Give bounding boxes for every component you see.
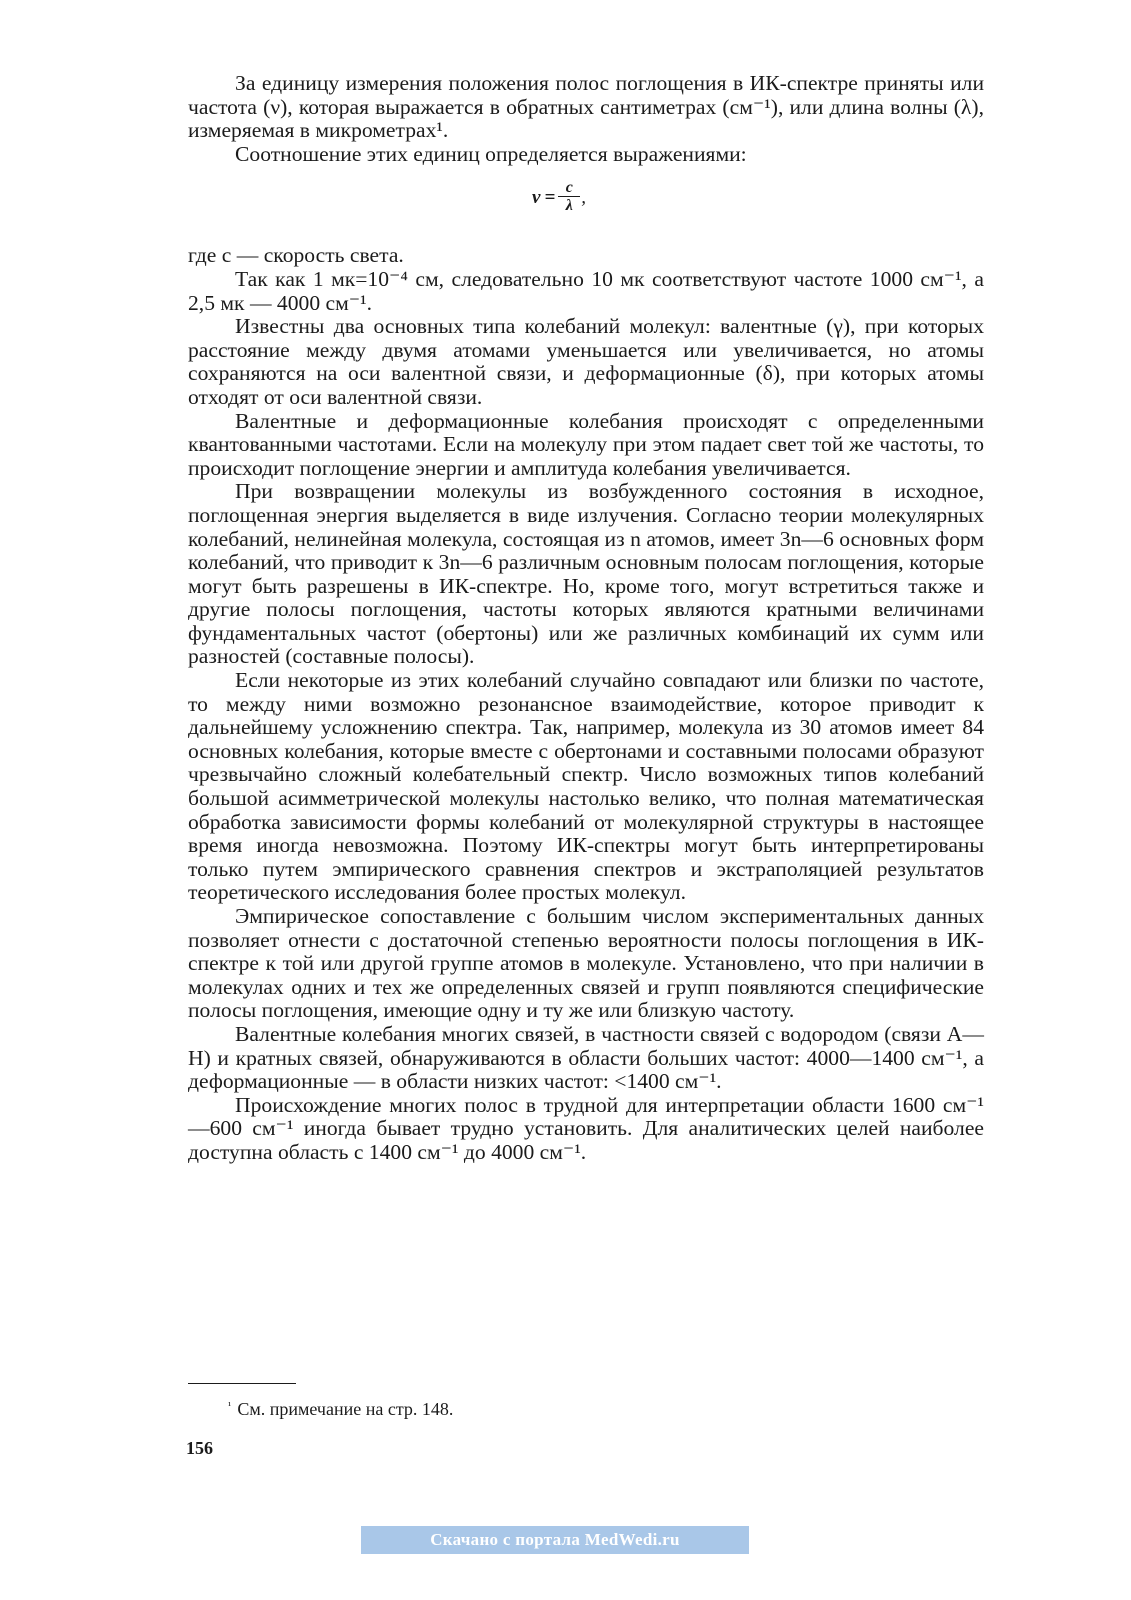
paragraph-regions: Валентные колебания многих связей, в частности связей с водородом (связи A—H) и кратных связей, обнаруживаются в области больших частот: 4000—1400 см⁻¹, а деформационные — в области низких частот: <1400 см⁻¹.: [188, 1021, 984, 1094]
formula-fraction: [558, 180, 580, 215]
footnote-rule: [188, 1383, 296, 1384]
footnote-text: См. примечание на стр. 148.: [237, 1399, 454, 1419]
paragraph-units: За единицу измерения положения полос поглощения в ИК-спектре приняты или частота (ν), которая выражается в обратных сантиметрах (см⁻¹), или длина волны (λ), измеряемая в микрометрах¹.: [188, 71, 984, 143]
download-banner[interactable]: [361, 1526, 749, 1554]
footnote-mark: ¹: [228, 1400, 232, 1412]
page-body: [188, 72, 984, 1165]
formula-denominator: λ: [565, 197, 573, 215]
paragraph-conversion: Так как 1 мк=10⁻⁴ см, следовательно 10 мк соответствуют частоте 1000 см⁻¹, а 2,5 мк — 4000 см⁻¹.: [188, 266, 984, 315]
formula-comma: ,: [581, 186, 587, 208]
paragraph-theory: При возвращении молекулы из возбужденного состояния в исходное, поглощенная энергия выделяется в виде излучения. Согласно теории молекулярных колебаний, нелинейная молекула, состоящая из n атомов, имеет 3n—6 основных форм колебаний, что приводит к 3n—6 различным основным полосам поглощения, которые могут быть разрешены в ИК-спектре. Но, кроме того, могут встретиться также и другие полосы поглощения, частоты которых являются кратными величинами фундаментальных частот (обертоны) или же различных комбинаций их сумм или разностей (составные полосы).: [188, 479, 984, 669]
paragraph-where: где c — скорость света.: [188, 243, 404, 268]
page-number: 156: [186, 1438, 213, 1458]
paragraph-quantized: Валентные и деформационные колебания происходят с определенными квантованными частотами. Если на молекулу при этом падает свет той же частоты, то происходит поглощение энергии и амплитуда колебания увеличивается.: [188, 408, 984, 480]
formula-lhs: ν: [532, 186, 541, 208]
footnote: [228, 1398, 453, 1420]
paragraph-empirical: Эмпирическое сопоставление с большим числом экспериментальных данных позволяет отнести с достаточной степенью вероятности полосы поглощения в ИК-спектре к той или другой группе атомов в молекуле. Установлено, что при наличии в молекулах одних и тех же определенных связей и групп появляются специфические полосы поглощения, имеющие одну и ту же или близкую частоту.: [188, 904, 984, 1023]
paragraph-analytic: Происхождение многих полос в трудной для интерпретации области 1600 см⁻¹—600 см⁻¹ иногда бывает трудно установить. Для аналитических целей наиболее доступна область с 1400 см⁻¹ до 4000 см⁻¹.: [188, 1092, 984, 1164]
banner-text[interactable]: Скачано с портала MedWedi.ru: [430, 1530, 680, 1549]
formula-frequency: [188, 166, 984, 244]
formula-numerator: c: [565, 179, 573, 197]
paragraph-resonance: Если некоторые из этих колебаний случайно совпадают или близки по частоте, то между ними возможно резонансное взаимодействие, которое приводит к дальнейшему усложнению спектра. Так, например, молекула из 30 атомов имеет 84 основных колебания, которые вместе с обертонами и составными полосами образуют чрезвычайно сложный колебательный спектр. Число возможных типов колебаний большой асимметрической молекулы настолько велико, что полная математическая обработка зависимости формы колебаний от молекулярной структуры в настоящее время иногда невозможна. Поэтому ИК-спектры могут быть интерпретированы только путем эмпирического сравнения спектров и экстраполяцией результатов теоретического исследования более простых молекул.: [188, 668, 984, 905]
formula-equals: =: [544, 186, 556, 208]
paragraph-vibration-types: Известны два основных типа колебаний молекул: валентные (γ), при которых расстояние между двумя атомами уменьшается или увеличивается, но атомы сохраняются на оси валентной связи, и деформационные (δ), при которых атомы отходят от оси валентной связи.: [188, 314, 984, 409]
paragraph-relation: Соотношение этих единиц определяется выражениями:: [235, 141, 747, 166]
